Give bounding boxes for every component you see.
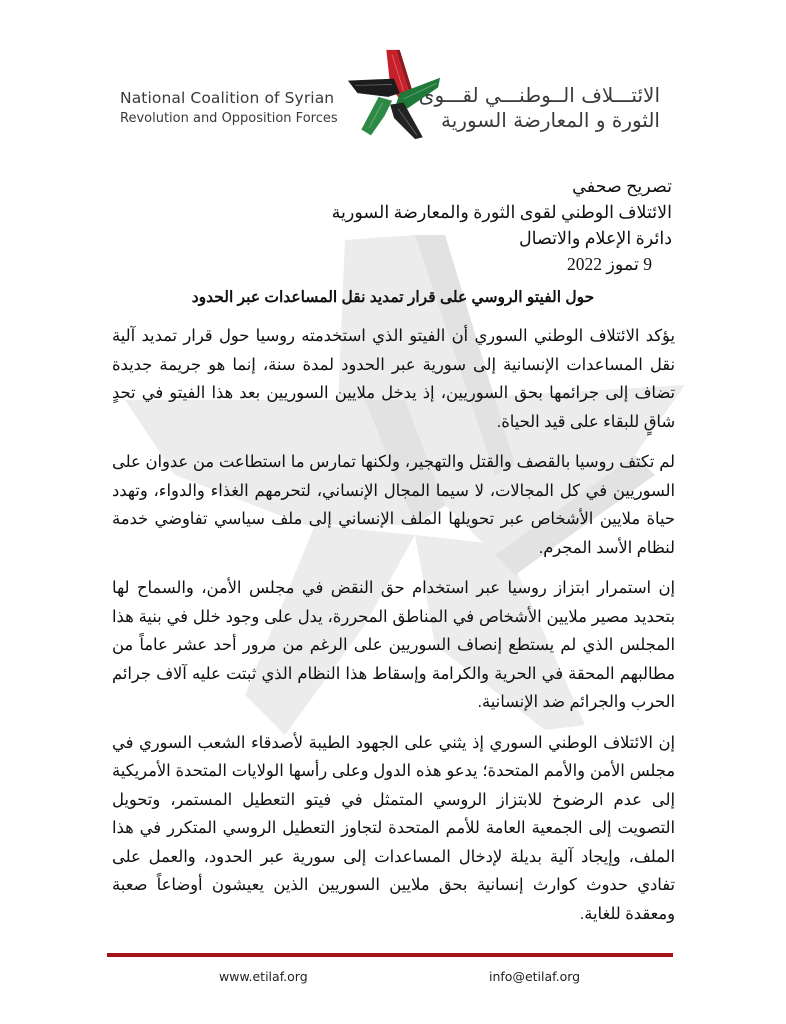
body-paragraph-2: لم تكتف روسيا بالقصف والقتل والتهجير، ولكنها تمارس ما استطاعت من عدوان على السوريين في كل المجالات، لا سيما المجال الإنساني، لتحرمهم الغذاء والدواء، وتهدد حياة ملايين الأشخاص عبر تحويلها الملف الإنساني إلى ملف سياسي تفاوضي خدمة لنظام الأسد المجرم. [112, 453, 675, 557]
org-name-en-line1: National Coalition of Syrian [120, 89, 335, 107]
body-paragraph-1: يؤكد الائتلاف الوطني السوري أن الفيتو الذي استخدمته روسيا حول قرار تمديد آلية نقل المساعدات الإنسانية إلى سورية عبر الحدود لمدة سنة، إنما هو جريمة جديدة تضاف إلى جرائمها بحق السوريين، إذ يدخل ملايين السوريين بعد هذا الفيتو في تحدٍ شاقٍ للبقاء على قيد الحياة. [112, 327, 675, 431]
org-name-english [120, 88, 338, 130]
document-title: حول الفيتو الروسي على قرار تمديد نقل المساعدات عبر الحدود [191, 289, 595, 306]
document-date: 9 تموز 2022 [567, 254, 652, 274]
org-name-arabic [418, 82, 660, 132]
footer-website-link[interactable]: www.etilaf.org [219, 969, 308, 984]
org-name-en-line2: Revolution and Opposition Forces [120, 111, 338, 126]
org-name-ar-line2: الثورة و المعارضة السورية [441, 108, 660, 132]
org-name-ar-line1: الائتـــلاف الــوطنـــي لقـــوى [418, 83, 660, 107]
body-paragraph-4: إن الائتلاف الوطني السوري إذ يثني على الجهود الطيبة لأصدقاء الشعب السوري في مجلس الأمن والأمم المتحدة؛ يدعو هذه الدول وعلى رأسها الولايات المتحدة الأمريكية إلى عدم الرضوخ للابتزاز الروسي المتمثل في فيتو التعطيل المستمر، وتحويل التصويت إلى الجمعية العامة للأمم المتحدة لتجاوز التعطيل الروسي المتكرر في هذا الملف، وإيجاد آلية بديلة لإدخال المساعدات إلى سورية عبر الحدود، والعمل على تفادي حدوث كوارث إنسانية بحق ملايين السوريين الذين يعيشون أوضاعاً صعبة ومعقدة للغاية. [112, 733, 676, 923]
department: دائرة الإعلام والاتصال [518, 228, 672, 248]
footer-email-link[interactable]: info@etilaf.org [489, 969, 581, 984]
document-meta [332, 173, 672, 277]
footer-divider [107, 953, 673, 957]
document-type: تصريح صحفي [572, 176, 672, 196]
body-paragraph-3: إن استمرار ابتزاز روسيا عبر استخدام حق النقض في مجلس الأمن، والسماح لها بتحديد مصير ملايين الأشخاص في المناطق المحررة، يدل على وجود خلل في بنية هذا المجلس الذي لم يستطع إنصاف السوريين على الرغم من مرور أحد عشر عاماً من مطالبهم المحقة في الحرية والكرامة وإسقاط هذا النظام الذي ثبتت عليه آلاف جرائم الحرب والجرائم ضد الإنسانية. [112, 579, 675, 711]
document-body [112, 322, 675, 940]
issuing-organization: الائتلاف الوطني لقوى الثورة والمعارضة السورية [331, 202, 672, 222]
logo-green-bottom-arm [361, 97, 392, 135]
logo-black-left-arm [348, 79, 400, 97]
